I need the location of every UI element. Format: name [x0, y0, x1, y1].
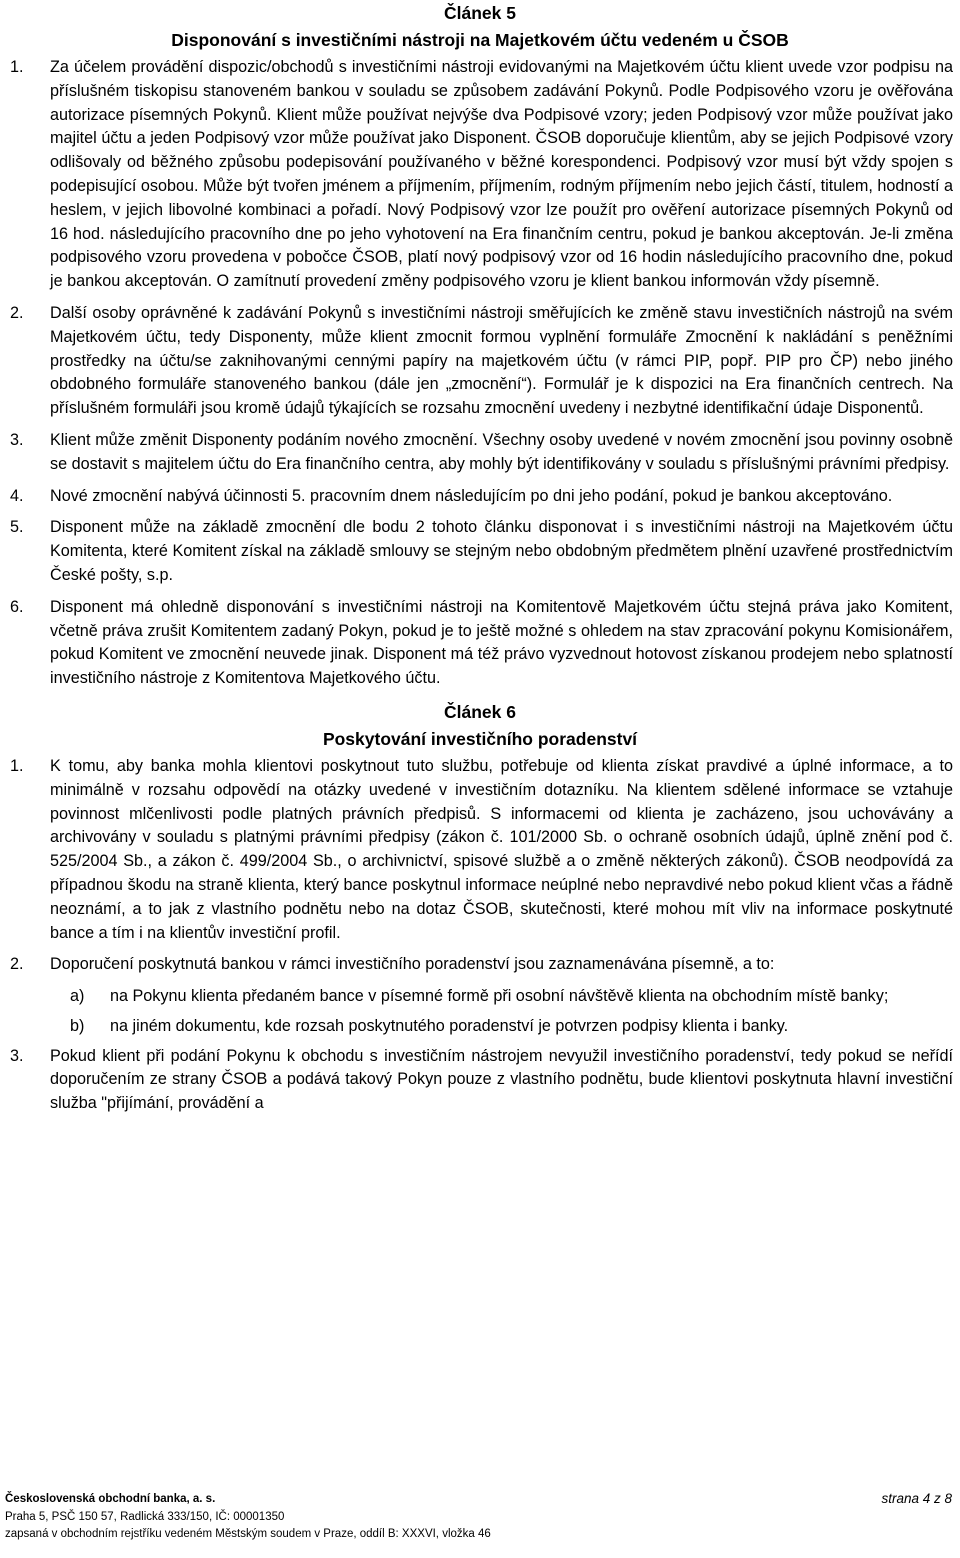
article-6-item-1: [0, 755, 960, 945]
article-6-subitem-b: [0, 1015, 960, 1039]
item-number: 1.: [10, 756, 24, 775]
article-5-item-5: [0, 516, 960, 587]
item-text: Disponent může na základě zmocnění dle bodu 2 tohoto článku disponovat i s investičními nástroji na Majetkovém účtu Komitenta, které Komitent získal na základě smlouvy se stejným nebo obdobným předmětem plnění uzavřené prostřednictvím České pošty, s.p.: [50, 518, 953, 584]
item-number: 4.: [10, 486, 24, 505]
article-5-title: Disponování s investičními nástroji na Majetkovém účtu vedeném u ČSOB: [171, 30, 789, 50]
item-number: 6.: [10, 597, 24, 616]
item-number: 1.: [10, 58, 24, 76]
article-5-item-2: [0, 302, 960, 421]
item-text: Za účelem provádění dispozic/obchodů s investičními nástroji evidovanými na Majetkovém účtu klient uvede vzor podpisu na příslušném tiskopisu stanoveném bankou v souladu se způsobem zadávání Pokynů. Podle Podpisového vzoru je ověřována autorizace písemných Pokynů. Klient může používat nejvýše dva Podpisové vzory; jeden Podpisový vzor může používat jako majitel účtu a jeden Podpisový vzor může používat jako Disponent. ČSOB doporučuje klientům, aby se jejich Podpisové vzory odlišovaly od běžného způsobu podepisování používaného v běžné korespondenci. Podpisový vzor musí být vždy spojen s podepisující osobou. Může být tvořen jménem a příjmením, příjmením, rodným příjmením nebo jejich částí, titulem, hodností a heslem, v jejich libovolné kombinaci a pořadí. Nový Podpisový vzor lze použít pro ověření autorizace písemných Pokynů od 16 hod. následujícího pracovního dne po jeho vyhotovení na Era finančním centru, pokud je bankou akceptován. Je-li změna podpisového vzoru provedena v pobočce ČSOB, platí nový podpisový vzor od 16 hodin následujícího pracovního dne, pokud je bankou akceptován. O zamítnutí provedení změny podpisového vzoru je klient bankou informován vždy písemně.: [50, 58, 953, 291]
item-number: 3.: [10, 1046, 24, 1065]
subitem-text: na jiném dokumentu, kde rozsah poskytnutého poradenství je potvrzen podpisy klienta i banky.: [110, 1016, 789, 1035]
item-text: Doporučení poskytnutá bankou v rámci investičního poradenství jsou zaznamenávána písemně, a to:: [50, 955, 775, 974]
subitem-letter: b): [70, 1016, 85, 1035]
article-5-item-4: [0, 485, 960, 509]
footer-bank-name: Československá obchodní banka, a. s.: [5, 1493, 216, 1505]
article-6-number: Článek 6: [444, 701, 516, 722]
item-number: 2.: [10, 303, 24, 322]
article-5-item-6: [0, 596, 960, 691]
article-5-item-3: [0, 429, 960, 477]
article-6-subitem-a: [0, 985, 960, 1009]
article-5-number: Článek 5: [444, 3, 516, 23]
item-number: 3.: [10, 430, 24, 449]
item-text: Disponent má ohledně disponování s investičními nástroji na Komitentově Majetkovém účtu stejná práva jako Komitent, včetně práva zrušit Komitentem zadaný Pokyn, pokud je to ještě možné s ohledem na stav zpracování pokynu Komisionářem, pokud Komitent ve zmocnění neuvede jinak. Disponent má též právo vyzvednout hotovost získanou prodejem nebo splatností investičního nástroje z Komitentova Majetkového účtu.: [50, 597, 953, 688]
item-text: Nové zmocnění nabývá účinnosti 5. pracovním dnem následujícím po dni jeho podání, pokud je bankou akceptováno.: [50, 486, 893, 505]
article-5-item-1: [0, 56, 960, 294]
footer-bank-info: [5, 1491, 491, 1544]
footer-address: Praha 5, PSČ 150 57, Radlická 333/150, IČ: 00001350: [5, 1510, 285, 1523]
item-text: Pokud klient při podání Pokynu k obchodu s investičním nástrojem nevyužil investičního poradenství, tedy pokud se neřídí doporučením ze strany ČSOB a podává takový Pokyn pouze z vlastního podnětu, bude klientovi poskytnuta hlavní investiční služba "přijímání, provádění a: [50, 1046, 953, 1113]
article-6-item-2: [0, 953, 960, 977]
item-text: K tomu, aby banka mohla klientovi poskytnout tuto službu, potřebuje od klienta získat pravdivé a úplné informace, a to minimálně v rozsahu odpovědí na otázky uvedené v investičním dotazníku. Na klientem sdělené informace se vztahuje povinnost mlčenlivosti podle platných právních předpisů. S informacemi od klienta je zacházeno, jsou uchovávány a archivovány v souladu s platnými právními předpisy (zákon č. 101/2000 Sb. o ochraně osobních údajů, úplně znění pod č. 525/2004 Sb., a zákon č. 499/2004 Sb., o archivnictví, spisové službě a o změně některých zákonů). ČSOB neodpovídá za případnou škodu na straně klienta, který bance poskytnul informace neúplné nebo nepravdivé nebo pokud klient včas a řádně neoznámí, a to jak z vlastního podnětu nebo na dotaz ČSOB, skutečnosti, které mohou mít vliv na informace poskytnuté bance a tím i na klientův investiční profil.: [50, 756, 953, 942]
subitem-letter: a): [70, 987, 85, 1006]
page-number: strana 4 z 8: [881, 1491, 952, 1506]
article-6-item-3: [0, 1045, 960, 1116]
item-text: Další osoby oprávněné k zadávání Pokynů s investičními nástroji směřujících ke změně stavu investičních nástrojů na svém Majetkovém účtu, tedy Disponenty, může klient zmocnit formou vyplnění formuláře Zmocnění k nakládání s peněžními prostředky na účtu/se zaknihovanými cennými papíry na majetkovém účtu (v rámci PIP, popř. PIP pro ČP) nebo jiného obdobného formuláře stanoveného bankou (dále jen „zmocnění“). Formulář je k dispozici na Era finančních centrech. Na příslušném formuláři jsou kromě údajů týkajících se rozsahu zmocnění uvedeny i nezbytné identifikační údaje Disponentů.: [50, 303, 953, 418]
subitem-text: na Pokynu klienta předaném bance v písemné formě při osobní návštěvě klienta na obchodním místě banky;: [110, 987, 889, 1006]
article-6-title: Poskytování investičního poradenství: [322, 728, 638, 749]
item-text: Klient může změnit Disponenty podáním nového zmocnění. Všechny osoby uvedené v novém zmocnění jsou povinny osobně se dostavit s majitelem účtu do Era finančního centra, aby mohly být identifikovány v souladu s příslušnými právními předpisy.: [50, 430, 953, 473]
item-number: 2.: [10, 955, 24, 974]
footer-registry: zapsaná v obchodním rejstříku vedeném Městským soudem v Praze, oddíl B: XXXVI, vložka 46: [5, 1528, 491, 1541]
item-number: 5.: [10, 518, 24, 537]
